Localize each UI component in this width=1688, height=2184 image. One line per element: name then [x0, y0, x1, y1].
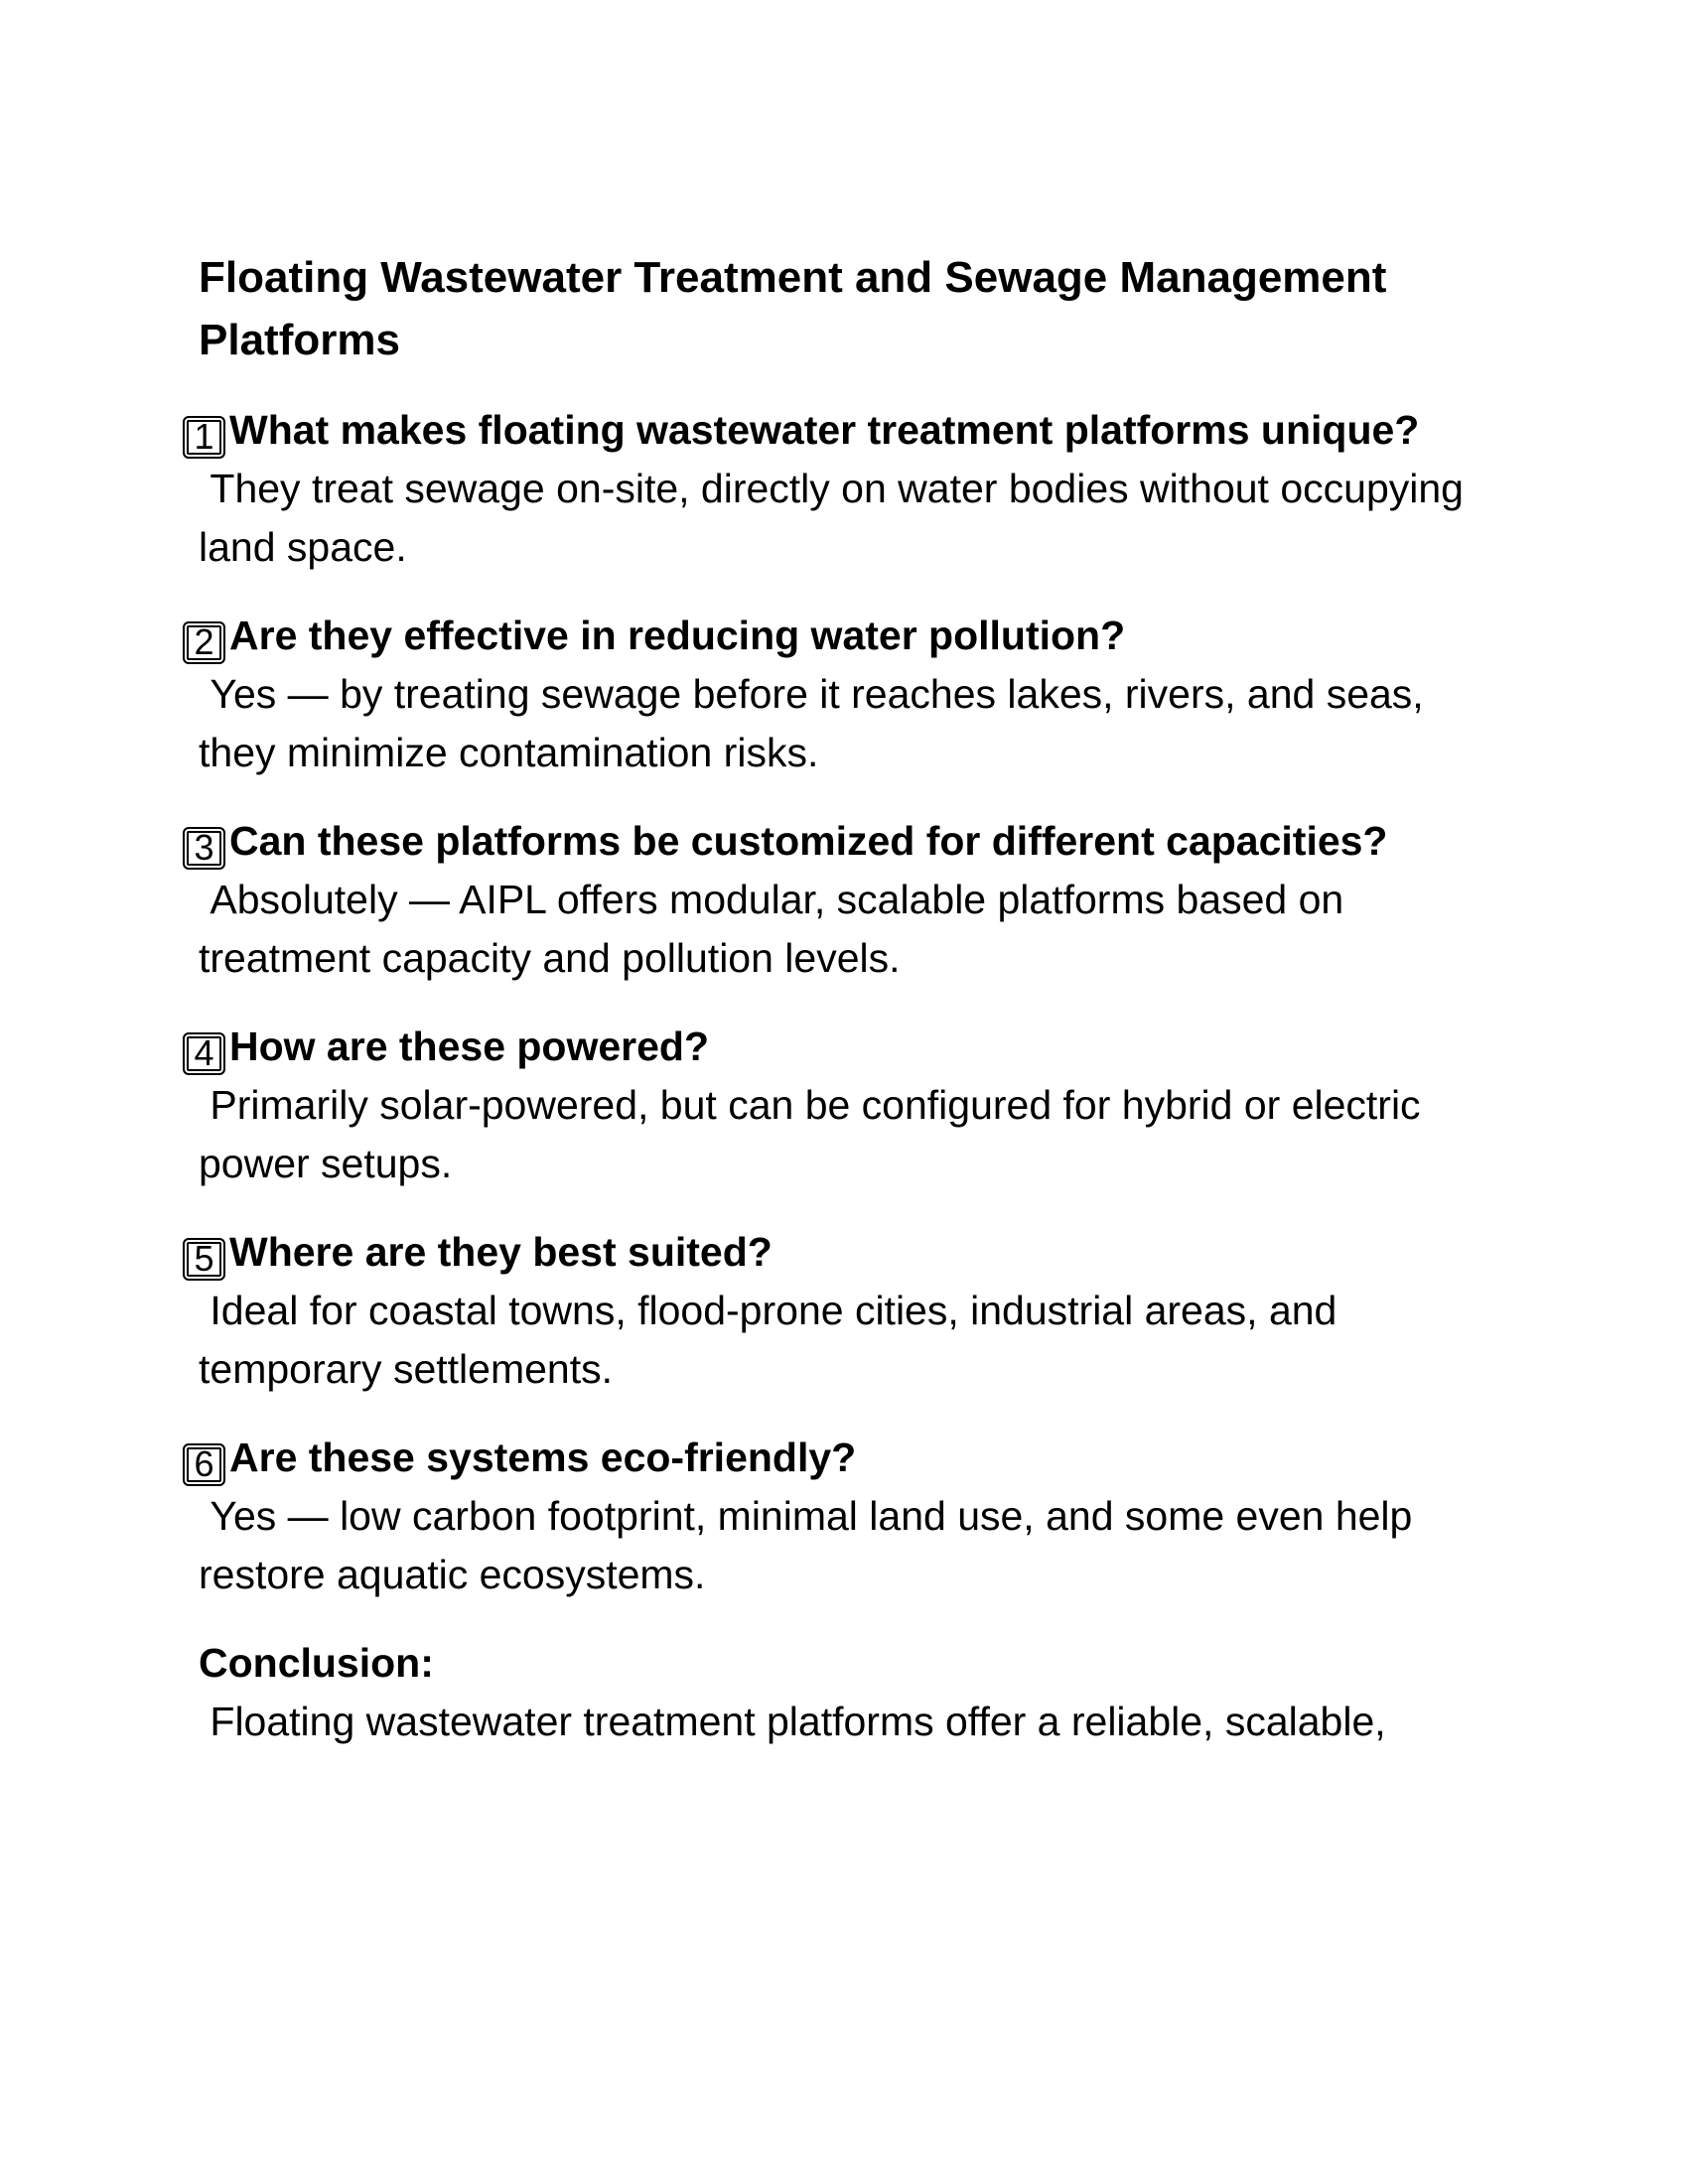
faq-question-text: What makes floating wastewater treatment platforms unique?	[229, 407, 1420, 453]
conclusion-heading: Conclusion:	[199, 1640, 434, 1686]
faq-item-6	[194, 1429, 1509, 1604]
faq-answer: Yes — low carbon footprint, minimal land use, and some even help restore aquatic ecosystems.	[199, 1493, 1424, 1597]
faq-item-5	[194, 1223, 1509, 1399]
faq-question-text: How are these powered?	[229, 1024, 710, 1069]
faq-answer: Absolutely — AIPL offers modular, scalable platforms based on treatment capacity and pollution levels.	[199, 877, 1355, 981]
faq-item-1	[194, 401, 1509, 577]
faq-question	[194, 812, 1509, 871]
faq-item-3	[194, 812, 1509, 988]
document-title: Floating Wastewater Treatment and Sewage Management Platforms	[199, 253, 1387, 364]
number-badge: 2	[183, 621, 225, 664]
faq-question	[194, 1223, 1509, 1282]
number-badge: 5	[183, 1238, 225, 1281]
conclusion-text: Floating wastewater treatment platforms offer a reliable, scalable,	[199, 1699, 1386, 1744]
document-page	[194, 246, 1509, 1781]
faq-question	[194, 1018, 1509, 1076]
number-badge: 1	[183, 416, 225, 459]
faq-answer: Primarily solar-powered, but can be configured for hybrid or electric power setups.	[199, 1082, 1432, 1186]
faq-question	[194, 401, 1509, 460]
faq-item-2	[194, 607, 1509, 782]
number-badge: 3	[183, 827, 225, 870]
faq-answer: Yes — by treating sewage before it reaches lakes, rivers, and seas, they minimize contamination risks.	[199, 671, 1436, 775]
faq-answer: They treat sewage on-site, directly on water bodies without occupying land space.	[199, 466, 1476, 570]
faq-answer: Ideal for coastal towns, flood-prone cities, industrial areas, and temporary settlements.	[199, 1288, 1348, 1392]
faq-item-4	[194, 1018, 1509, 1193]
conclusion-section	[199, 1634, 1509, 1751]
number-badge: 6	[183, 1443, 225, 1486]
faq-question	[194, 1429, 1509, 1487]
faq-question-text: Can these platforms be customized for different capacities?	[229, 818, 1388, 864]
faq-question-text: Are these systems eco-friendly?	[229, 1434, 857, 1480]
faq-question	[194, 607, 1509, 665]
faq-question-text: Are they effective in reducing water pollution?	[229, 613, 1126, 658]
faq-question-text: Where are they best suited?	[229, 1229, 773, 1275]
number-badge: 4	[183, 1032, 225, 1075]
